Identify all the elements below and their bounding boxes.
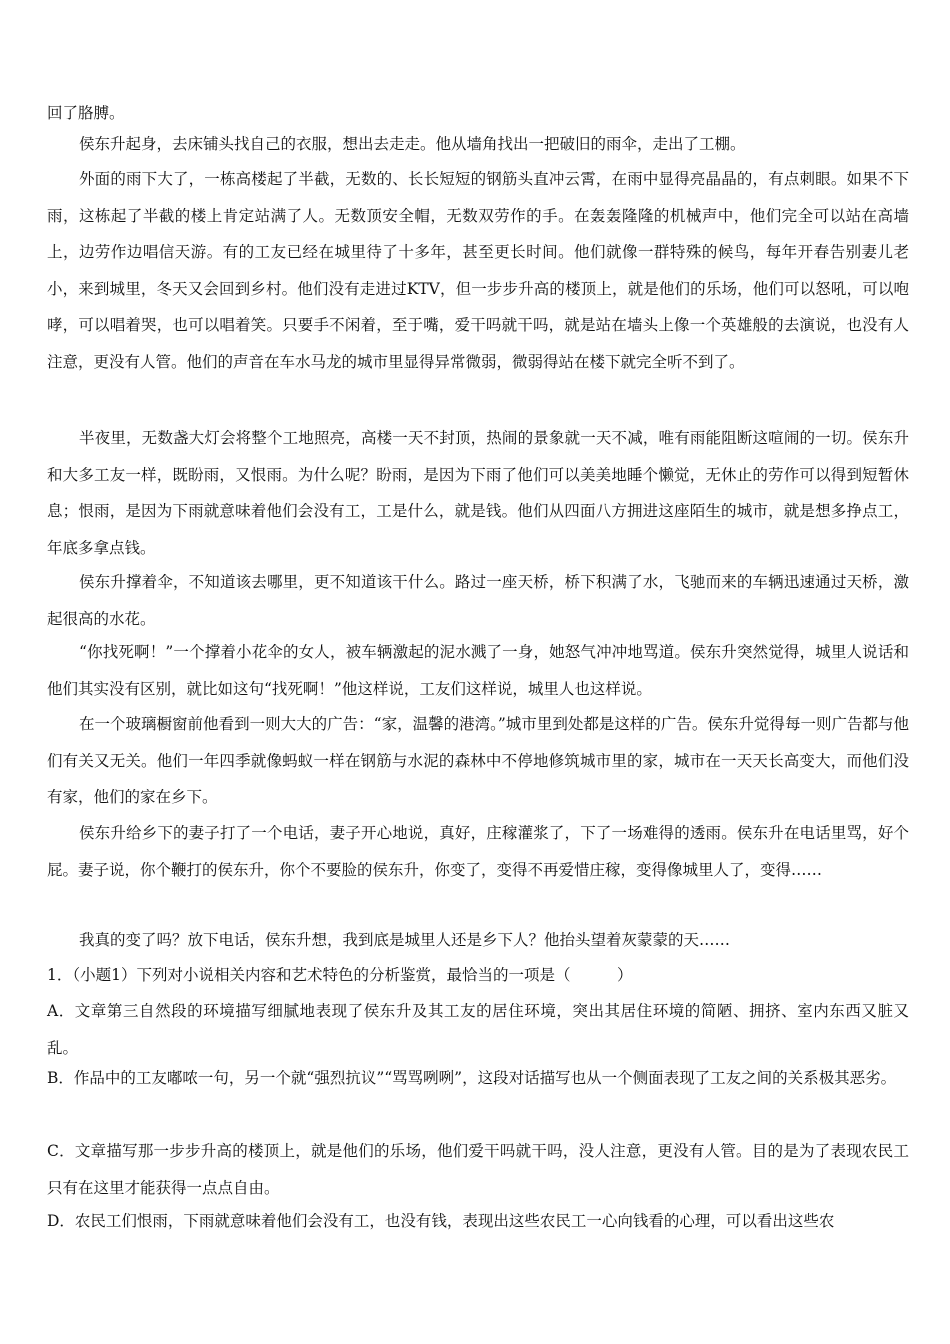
- option-d: D．农民工们恨雨，下雨就意味着他们会没有工，也没有钱，表现出这些农民工一心向钱看的心理，可以看出这些农: [47, 1212, 835, 1230]
- option-a: A．文章第三自然段的环境描写细腻地表现了侯东升及其工友的居住环境，突出其居住环境的简陋、拥挤、室内东西又脏又乱。: [47, 1002, 909, 1057]
- story-paragraph-3: 半夜里，无数盏大灯会将整个工地照亮，高楼一天不封顶，热闹的景象就一天不减，唯有雨能阻断这喧闹的一切。侯东升和大多工友一样，既盼雨，又恨雨。为什么呢？盼雨，是因为下雨了他们可以美美地睡个懒觉，无休止的劳作可以得到短暂休息；恨雨，是因为下雨就意味着他们会没有工，工是什么，就是钱。他们从四面八方拥进这座陌生的城市，就是想多挣点工，年底多拿点钱。: [47, 429, 909, 557]
- story-paragraph-7: 侯东升给乡下的妻子打了一个电话，妻子开心地说，真好，庄稼灌浆了，下了一场难得的透雨。侯东升在电话里骂，好个屁。妻子说，你个鞭打的侯东升，你个不要脸的侯东升，你变了，变得不再爱惜庄稼，变得像城里人了，变得……: [47, 824, 909, 879]
- story-paragraph-2: 外面的雨下大了，一栋高楼起了半截，无数的、长长短短的钢筋头直冲云霄，在雨中显得亮晶晶的，有点刺眼。如果不下雨，这栋起了半截的楼上肯定站满了人。无数顶安全帽，无数双劳作的手。在轰轰隆隆的机械声中，他们完全可以站在高墙上，边劳作边唱信天游。有的工友已经在城里待了十多年，甚至更长时间。他们就像一群特殊的候鸟，每年开春告别妻儿老小，来到城里，冬天又会回到乡村。他们没有走进过KTV，但一步步升高的楼顶上，就是他们的乐场，他们可以怒吼，可以咆哮，可以唱着哭，也可以唱着笑。只要手不闲着，至于嘴，爱干吗就干吗，就是站在墙头上像一个英雄般的去演说，也没有人注意，更没有人管。他们的声音在车水马龙的城市里显得异常微弱，微弱得站在楼下就完全听不到了。: [47, 170, 909, 371]
- question-1-stem: 1．（小题1）下列对小说相关内容和艺术特色的分析鉴赏，最恰当的一项是（ ）: [47, 966, 633, 984]
- story-paragraph-5: “你找死啊！”一个撑着小花伞的女人，被车辆激起的泥水溅了一身，她怒气冲冲地骂道。侯东升突然觉得，城里人说话和他们其实没有区别，就比如这句“找死啊！”他这样说，工友们这样说，城里人也这样说。: [47, 643, 909, 698]
- story-paragraph-8: 我真的变了吗？放下电话，侯东升想，我到底是城里人还是乡下人？他抬头望着灰蒙蒙的天……: [79, 931, 731, 949]
- option-c: C．文章描写那一步步升高的楼顶上，就是他们的乐场，他们爱干吗就干吗，没人注意，更没有人管。目的是为了表现农民工只有在这里才能获得一点点自由。: [47, 1142, 909, 1197]
- story-paragraph-4: 侯东升撑着伞，不知道该去哪里，更不知道该干什么。路过一座天桥，桥下积满了水，飞驰而来的车辆迅速通过天桥，激起很高的水花。: [47, 573, 909, 628]
- story-paragraph-1: 侯东升起身，去床铺头找自己的衣服，想出去走走。他从墙角找出一把破旧的雨伞，走出了工棚。: [79, 135, 746, 153]
- story-paragraph-6: 在一个玻璃橱窗前他看到一则大大的广告：“家，温馨的港湾。”城市里到处都是这样的广告。侯东升觉得每一则广告都与他们有关又无关。他们一年四季就像蚂蚁一样在钢筋与水泥的森林中不停地修筑城市里的家，城市在一天天长高变大，而他们没有家，他们的家在乡下。: [47, 715, 909, 806]
- story-paragraph-0: 回了胳膊。: [47, 104, 125, 122]
- option-b: B．作品中的工友嘟哝一句，另一个就“强烈抗议”“骂骂咧咧”，这段对话描写也从一个侧面表现了工友之间的关系极其恶劣。: [47, 1069, 897, 1087]
